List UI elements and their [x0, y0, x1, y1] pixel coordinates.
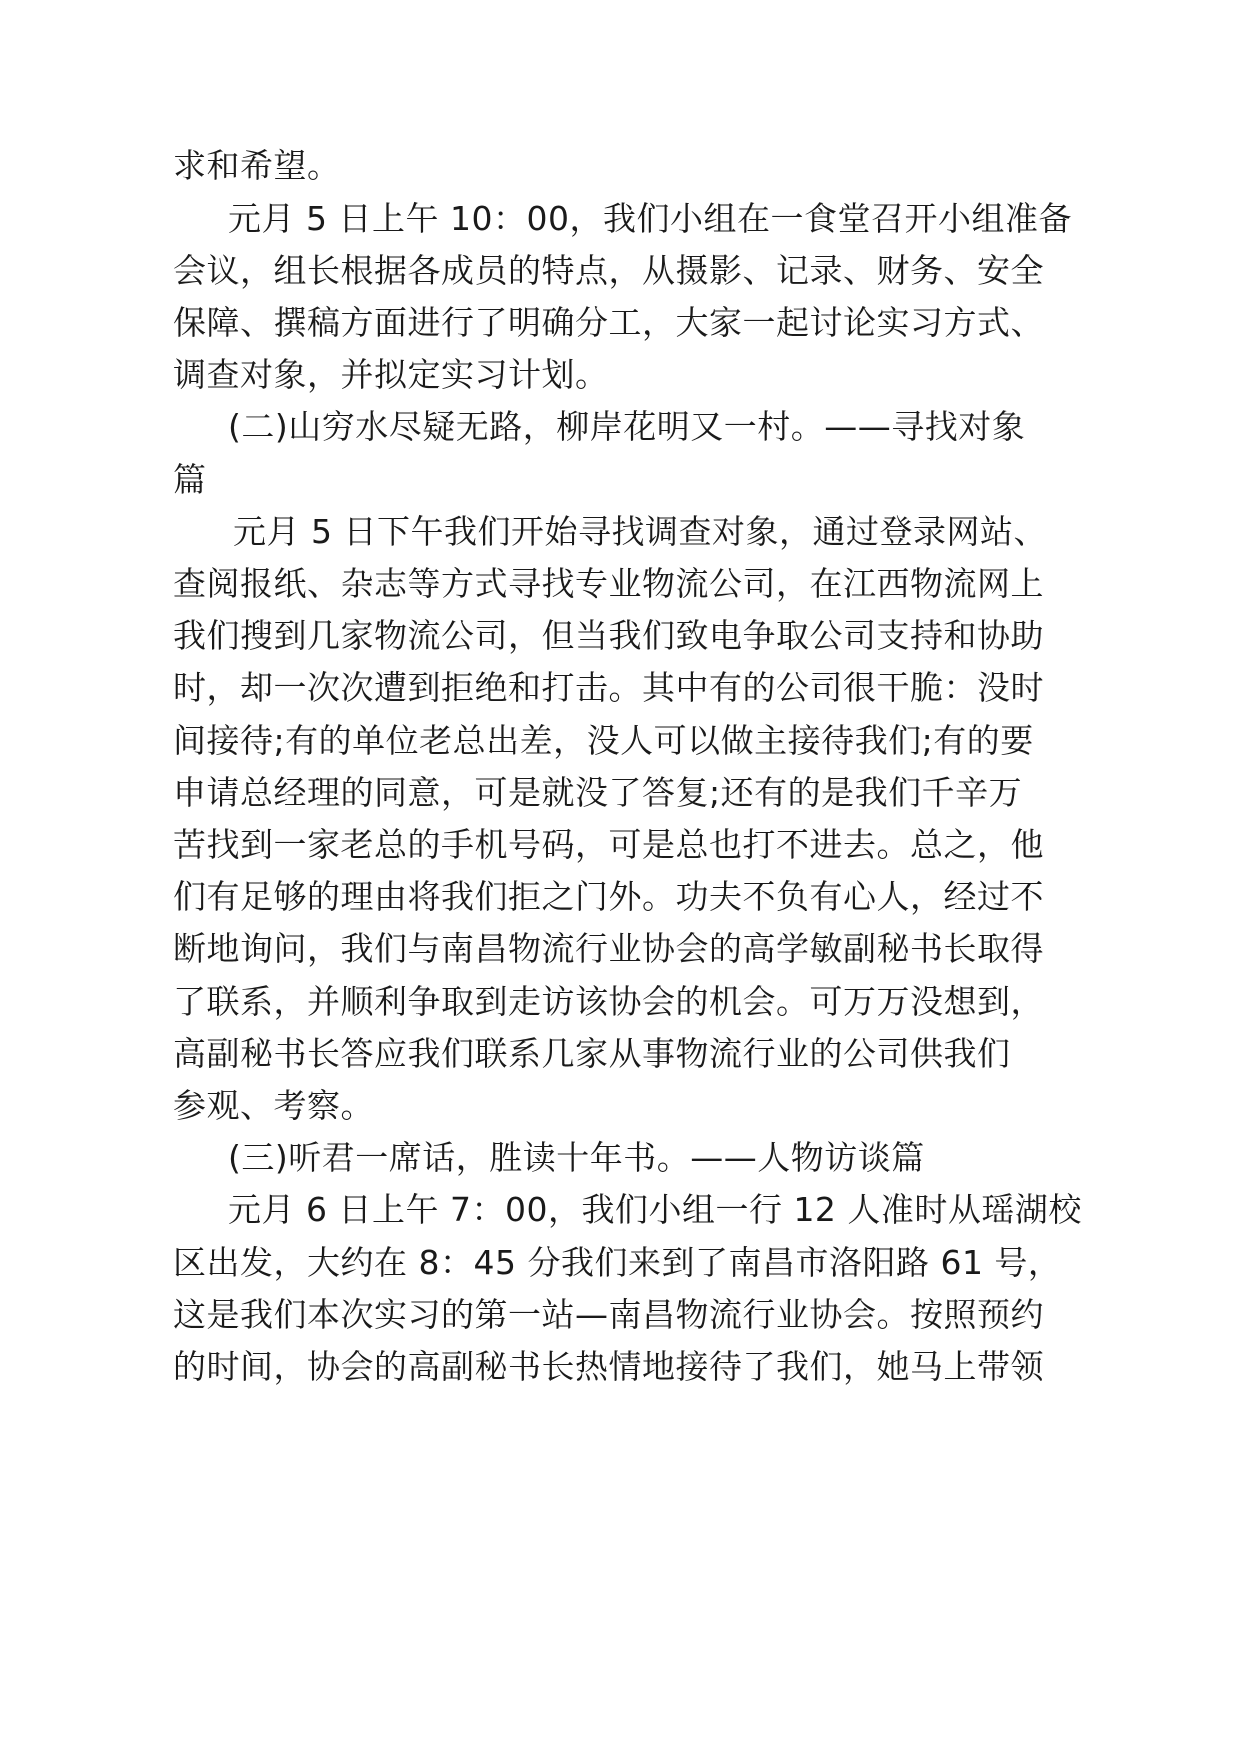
- text-line: 时，却一次次遭到拒绝和打击。其中有的公司很干脆：没时: [173, 668, 1044, 707]
- section-heading: (三)听君一席话，胜读十年书。——人物访谈篇: [228, 1138, 925, 1177]
- text-line: 调查对象，并拟定实习计划。: [173, 355, 609, 394]
- text-line: 苦找到一家老总的手机号码，可是总也打不进去。总之，他: [173, 825, 1044, 864]
- text-line: 元月 5 日下午我们开始寻找调查对象，通过登录网站、: [233, 512, 1047, 551]
- text-line: 会议，组长根据各成员的特点，从摄影、记录、财务、安全: [173, 251, 1044, 290]
- text-line: 断地询问，我们与南昌物流行业协会的高学敏副秘书长取得: [173, 929, 1044, 968]
- text-line: 我们搜到几家物流公司，但当我们致电争取公司支持和协助: [173, 616, 1044, 655]
- text-line: 了联系，并顺利争取到走访该协会的机会。可万万没想到，: [173, 982, 1044, 1021]
- text-line: 元月 6 日上午 7：00，我们小组一行 12 人准时从瑶湖校: [228, 1190, 1082, 1229]
- text-line: 申请总经理的同意，可是就没了答复;还有的是我们千辛万: [173, 773, 1023, 812]
- text-line: 查阅报纸、杂志等方式寻找专业物流公司，在江西物流网上: [173, 564, 1044, 603]
- text-line: 参观、考察。: [173, 1086, 374, 1125]
- text-line: 求和希望。: [173, 146, 341, 185]
- text-line: 间接待;有的单位老总出差，没人可以做主接待我们;有的要: [173, 721, 1034, 760]
- section-heading: 篇: [173, 460, 207, 499]
- text-line: 们有足够的理由将我们拒之门外。功夫不负有心人，经过不: [173, 877, 1044, 916]
- section-heading: (二)山穷水尽疑无路，柳岸花明又一村。——寻找对象: [228, 407, 1026, 446]
- text-line: 的时间，协会的高副秘书长热情地接待了我们，她马上带领: [173, 1347, 1044, 1386]
- text-line: 保障、撰稿方面进行了明确分工，大家一起讨论实习方式、: [173, 303, 1044, 342]
- text-line: 这是我们本次实习的第一站—南昌物流行业协会。按照预约: [173, 1295, 1044, 1334]
- text-line: 元月 5 日上午 10：00，我们小组在一食堂召开小组准备: [228, 199, 1072, 238]
- text-line: 区出发，大约在 8：45 分我们来到了南昌市洛阳路 61 号，: [173, 1243, 1062, 1282]
- text-line: 高副秘书长答应我们联系几家从事物流行业的公司供我们: [173, 1034, 1011, 1073]
